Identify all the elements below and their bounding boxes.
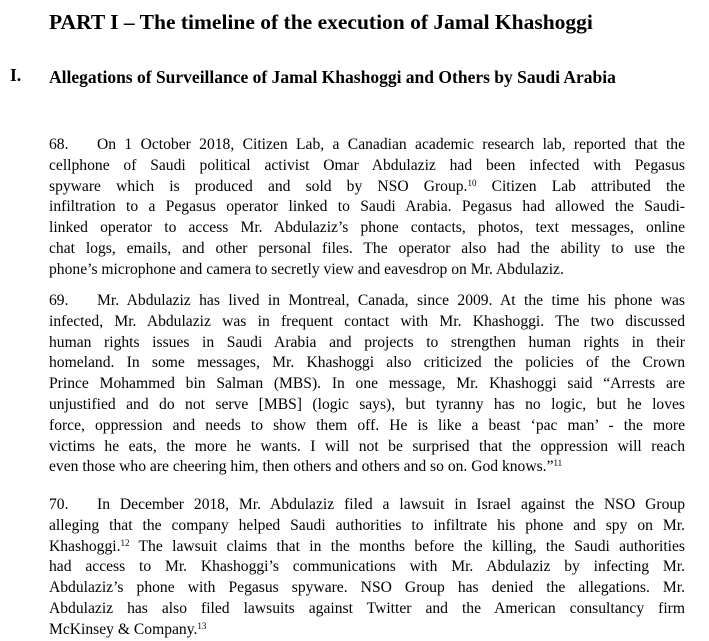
text-line: 69. Mr. Abdulaziz has lived in Montreal, Canada, since 2009. At the time his phone was xyxy=(49,291,685,312)
paragraph-number: 69. xyxy=(49,292,69,309)
text-line: 68. On 1 October 2018, Citizen Lab, a Canadian academic research lab, reported that the xyxy=(49,135,685,156)
section-number: I. xyxy=(10,65,22,85)
text-line: infiltration to a Pegasus operator linked to Saudi Arabia. Pegasus had allowed the Saudi- xyxy=(49,198,685,216)
text-line: even those who are cheering him, then others and others and so on. God knows.”$^{11}$ xyxy=(49,458,563,476)
text-line: force, oppression and needs to show them off. He is like a beast ‘pac man’ - the more xyxy=(49,416,685,434)
text-line: human rights issues in Saudi Arabia and projects to strengthen human rights in their xyxy=(49,333,685,351)
text-line: victims he eats, the more he wants. I will not be surprised that the oppression will reach xyxy=(49,437,685,455)
text-line: phone’s microphone and camera to secretly view and eavesdrop on Mr. Abdulaziz. xyxy=(49,260,564,278)
text-line: Abdulaziz’s phone with Pegasus spyware. NSO Group has denied the allegations. Mr. xyxy=(49,579,685,597)
text-line: 70. In December 2018, Mr. Abdulaziz filed a lawsuit in Israel against the NSO Group xyxy=(49,495,685,516)
paragraph-68 xyxy=(49,135,685,281)
text-line: unjustified and do not serve [MBS] (logic says), but tyranny has no logic, but he loves xyxy=(49,395,685,413)
part-title: PART I – The timeline of the execution of Jamal Khashoggi xyxy=(49,10,593,34)
text-line: had access to Mr. Khashoggi’s communications with Mr. Abdulaziz by infecting Mr. xyxy=(49,558,685,576)
text-line: Abdulaziz has also filed lawsuits against Twitter and the American consultancy firm xyxy=(49,599,685,617)
footnote-ref[interactable]: 12 xyxy=(120,537,130,548)
text-line: linked operator to access Mr. Abdulaziz’s phone contacts, photos, text messages, online xyxy=(49,219,685,237)
footnote-ref[interactable]: 10 xyxy=(467,177,477,188)
footnote-ref[interactable]: 13 xyxy=(197,620,207,631)
section-title: Allegations of Surveillance of Jamal Khashoggi and Others by Saudi Arabia xyxy=(49,67,616,87)
text-line: homeland. In some messages, Mr. Khashoggi also criticized the policies of the Crown xyxy=(49,354,685,372)
text-line: infected, Mr. Abdulaziz was in frequent contact with Mr. Khashoggi. The two discussed xyxy=(49,312,685,330)
text-line: alleging that the company helped Saudi authorities to infiltrate his phone and spy on Mr. xyxy=(49,516,685,534)
paragraph-70 xyxy=(49,495,685,641)
footnote-ref[interactable]: 11 xyxy=(553,458,563,469)
text-line: cellphone of Saudi political activist Omar Abdulaziz had been infected with Pegasus xyxy=(49,156,685,174)
paragraph-number: 68. xyxy=(49,136,69,153)
text-line: spyware which is produced and sold by NSO Group.$^{10}$ Citizen Lab attributed the xyxy=(49,177,685,195)
text-line: Khashoggi.$^{12}$ The lawsuit claims that in the months before the killing, the Saudi authorities xyxy=(49,537,685,555)
paragraph-69 xyxy=(49,291,685,478)
paragraph-number: 70. xyxy=(49,496,69,513)
text-line: McKinsey & Company.$^{13}$ xyxy=(49,620,207,638)
text-line: Prince Mohammed bin Salman (MBS). In one message, Mr. Khashoggi said “Arrests are xyxy=(49,375,685,393)
text-line: chat logs, emails, and other personal files. The operator also had the ability to use the xyxy=(49,239,685,257)
